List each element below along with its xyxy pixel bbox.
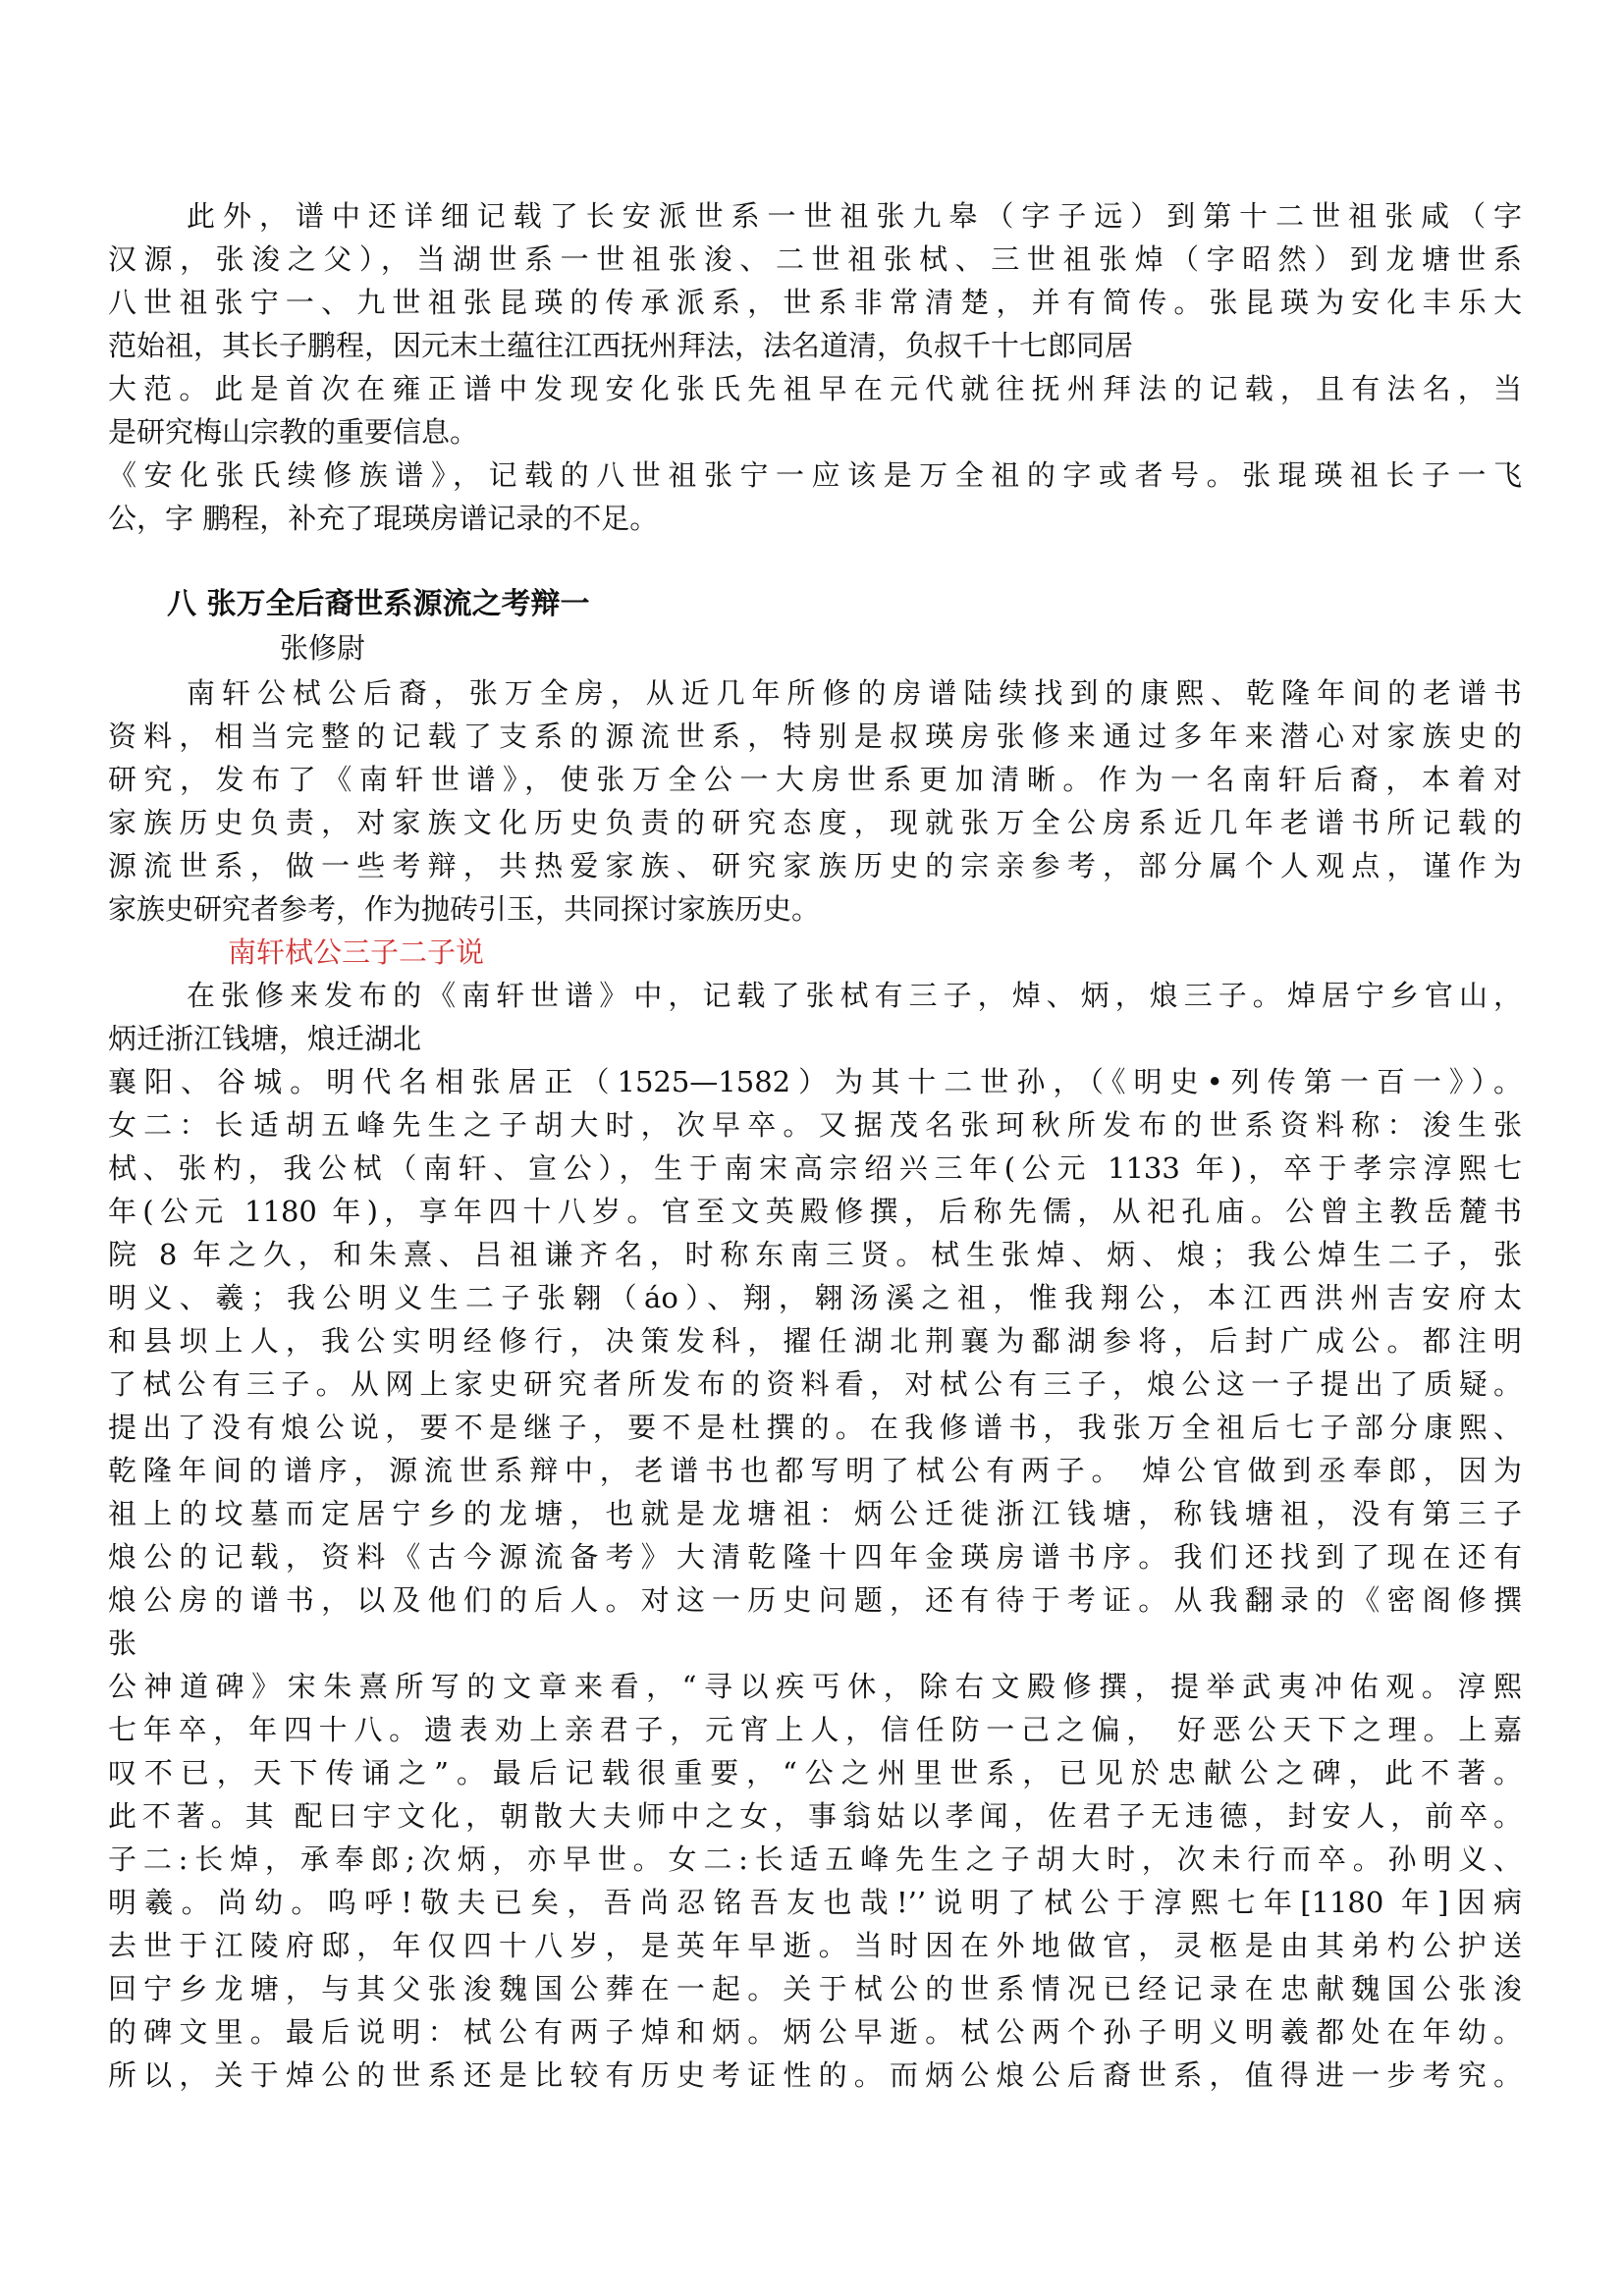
paragraph-line: 院 8 年之久，和朱熹、吕祖谦齐名，时称东南三贤。栻生张焯、炳、烺；我公焯生二子，张 xyxy=(108,1238,1522,1271)
paragraph-line: 八世祖张宁一、九世祖张昆瑛的传承派系，世系非常清楚，并有简传。张昆瑛为安化丰乐大 xyxy=(108,286,1522,319)
paragraph-line: 资料，相当完整的记载了支系的源流世系，特别是叔瑛房张修来通过多年来潜心对家族史的 xyxy=(108,720,1522,753)
paragraph-line: 研究，发布了《南轩世谱》，使张万全公一大房世系更加清晰。作为一名南轩后裔，本着对 xyxy=(108,763,1522,796)
paragraph-line: 烺公的记载，资料《古今源流备考》大清乾隆十四年金瑛房谱书序。我们还找到了现在还有 xyxy=(108,1540,1522,1574)
paragraph-line: 乾隆年间的谱序，源流世系辩中，老谱书也都写明了栻公有两子。 焯公官做到丞奉郎，因为 xyxy=(108,1454,1522,1487)
section-heading: 八 张万全后裔世系源流之考辩一 xyxy=(167,587,590,621)
paragraph-line: 范始祖，其长子鹏程，因元末土蕴往江西抚州拜法，法名道清，负叔千十七郎同居 xyxy=(108,329,1134,362)
paragraph-line: 此不著。其 配曰宇文化，朝散大夫师中之女，事翁姑以孝闻，佐君子无违德，封安人，前卒。 xyxy=(108,1799,1522,1833)
paragraph-line: 此外，谱中还详细记载了长安派世系一世祖张九皋（字子远）到第十二世祖张咸（字 xyxy=(187,199,1522,233)
paragraph-line: 家族历史负责，对家族文化历史负责的研究态度，现就张万全公房系近几年老谱书所记载的 xyxy=(108,806,1522,839)
paragraph-line: 去世于江陵府邸，年仅四十八岁，是英年早逝。当时因在外地做官，灵柩是由其弟杓公护送 xyxy=(108,1929,1522,1962)
paragraph-line: 是研究梅山宗教的重要信息。 xyxy=(108,415,479,449)
paragraph-line: 张 xyxy=(108,1627,137,1660)
paragraph-line: 了栻公有三子。从网上家史研究者所发布的资料看，对栻公有三子，烺公这一子提出了质疑。 xyxy=(108,1367,1522,1401)
paragraph-line: 汉源，张浚之父），当湖世系一世祖张浚、二世祖张栻、三世祖张焯（字昭然）到龙塘世系 xyxy=(108,242,1522,276)
paragraph-line: 公神道碑》宋朱熹所写的文章来看，“寻以疾丐休，除右文殿修撰，提举武夷冲佑观。淳熙 xyxy=(108,1670,1522,1703)
paragraph-line: 炳迁浙江钱塘，烺迁湖北 xyxy=(108,1022,422,1055)
paragraph-line: 在张修来发布的《南轩世谱》中，记载了张栻有三子，焯、炳，烺三子。焯居宁乡官山， xyxy=(187,979,1522,1012)
paragraph-line: 烺公房的谱书，以及他们的后人。对这一历史问题，还有待于考证。从我翻录的《密阁修撰 xyxy=(108,1583,1522,1617)
paragraph-line: 和县坝上人，我公实明经修行，决策发科，擢任湖北荆襄为鄱湖参将，后封广成公。都注明 xyxy=(108,1324,1522,1358)
paragraph-line: 明羲。尚幼。呜呼!敬夫已矣，吾尚忍铭吾友也哉!’’说明了栻公于淳熙七年[1180 年]因病 xyxy=(108,1886,1522,1919)
paragraph-line: 提出了没有烺公说，要不是继子，要不是杜撰的。在我修谱书，我张万全祖后七子部分康熙、 xyxy=(108,1411,1522,1444)
paragraph-line: 《安化张氏续修族谱》，记载的八世祖张宁一应该是万全祖的字或者号。张琨瑛祖长子一飞 xyxy=(108,458,1522,492)
paragraph-line: 襄阳、谷城。明代名相张居正（1525—1582）为其十二世孙，（《明史•列传第一百一》）。 xyxy=(108,1065,1522,1098)
paragraph-line: 年(公元 1180 年)，享年四十八岁。官至文英殿修撰，后称先儒，从祀孔庙。公曾主教岳麓书 xyxy=(108,1195,1522,1228)
paragraph-line: 七年卒，年四十八。遗表劝上亲君子，元宵上人，信任防一己之偏， 好恶公天下之理。上嘉 xyxy=(108,1713,1522,1746)
paragraph-line: 家族史研究者参考，作为抛砖引玉，共同探讨家族历史。 xyxy=(108,892,821,926)
paragraph-line: 女二：长适胡五峰先生之子胡大时，次早卒。又据茂名张珂秋所发布的世系资料称：浚生张 xyxy=(108,1108,1522,1142)
author-name: 张修尉 xyxy=(280,631,366,665)
paragraph-line: 子二:长焯，承奉郎;次炳，亦早世。女二:长适五峰先生之子胡大时，次未行而卒。孙明义、 xyxy=(108,1842,1522,1876)
paragraph-line: 所以，关于焯公的世系还是比较有历史考证性的。而炳公烺公后裔世系，值得进一步考究。 xyxy=(108,2058,1522,2092)
subheading-red: 南轩栻公三子二子说 xyxy=(228,935,485,969)
paragraph-line: 回宁乡龙塘，与其父张浚魏国公葬在一起。关于栻公的世系情况已经记录在忠献魏国公张浚 xyxy=(108,1972,1522,2005)
paragraph-line: 的碑文里。最后说明：栻公有两子焯和炳。炳公早逝。栻公两个孙子明义明羲都处在年幼。 xyxy=(108,2015,1522,2049)
paragraph-line: 公，字 鹏程，补充了琨瑛房谱记录的不足。 xyxy=(108,502,659,535)
paragraph-line: 明义、羲；我公明义生二子张翱（áo）、翔，翱汤溪之祖，惟我翔公，本江西洪州吉安府太 xyxy=(108,1281,1522,1314)
paragraph-line: 大范。此是首次在雍正谱中发现安化张氏先祖早在元代就往抚州拜法的记载，且有法名，当 xyxy=(108,372,1522,405)
paragraph-line: 祖上的坟墓而定居宁乡的龙塘，也就是龙塘祖：炳公迁徙浙江钱塘，称钱塘祖，没有第三子 xyxy=(108,1497,1522,1530)
paragraph-line: 南轩公栻公后裔，张万全房，从近几年所修的房谱陆续找到的康熙、乾隆年间的老谱书 xyxy=(187,676,1522,710)
paragraph-line: 叹不已，天下传诵之”。最后记载很重要，“公之州里世系，已见於忠献公之碑，此不著。 xyxy=(108,1756,1522,1789)
paragraph-line: 栻、张杓，我公栻（南轩、宣公），生于南宋高宗绍兴三年(公元 1133 年)，卒于孝宗淳熙七 xyxy=(108,1151,1522,1185)
paragraph-line: 源流世系，做一些考辩，共热爱家族、研究家族历史的宗亲参考，部分属个人观点，谨作为 xyxy=(108,849,1522,882)
